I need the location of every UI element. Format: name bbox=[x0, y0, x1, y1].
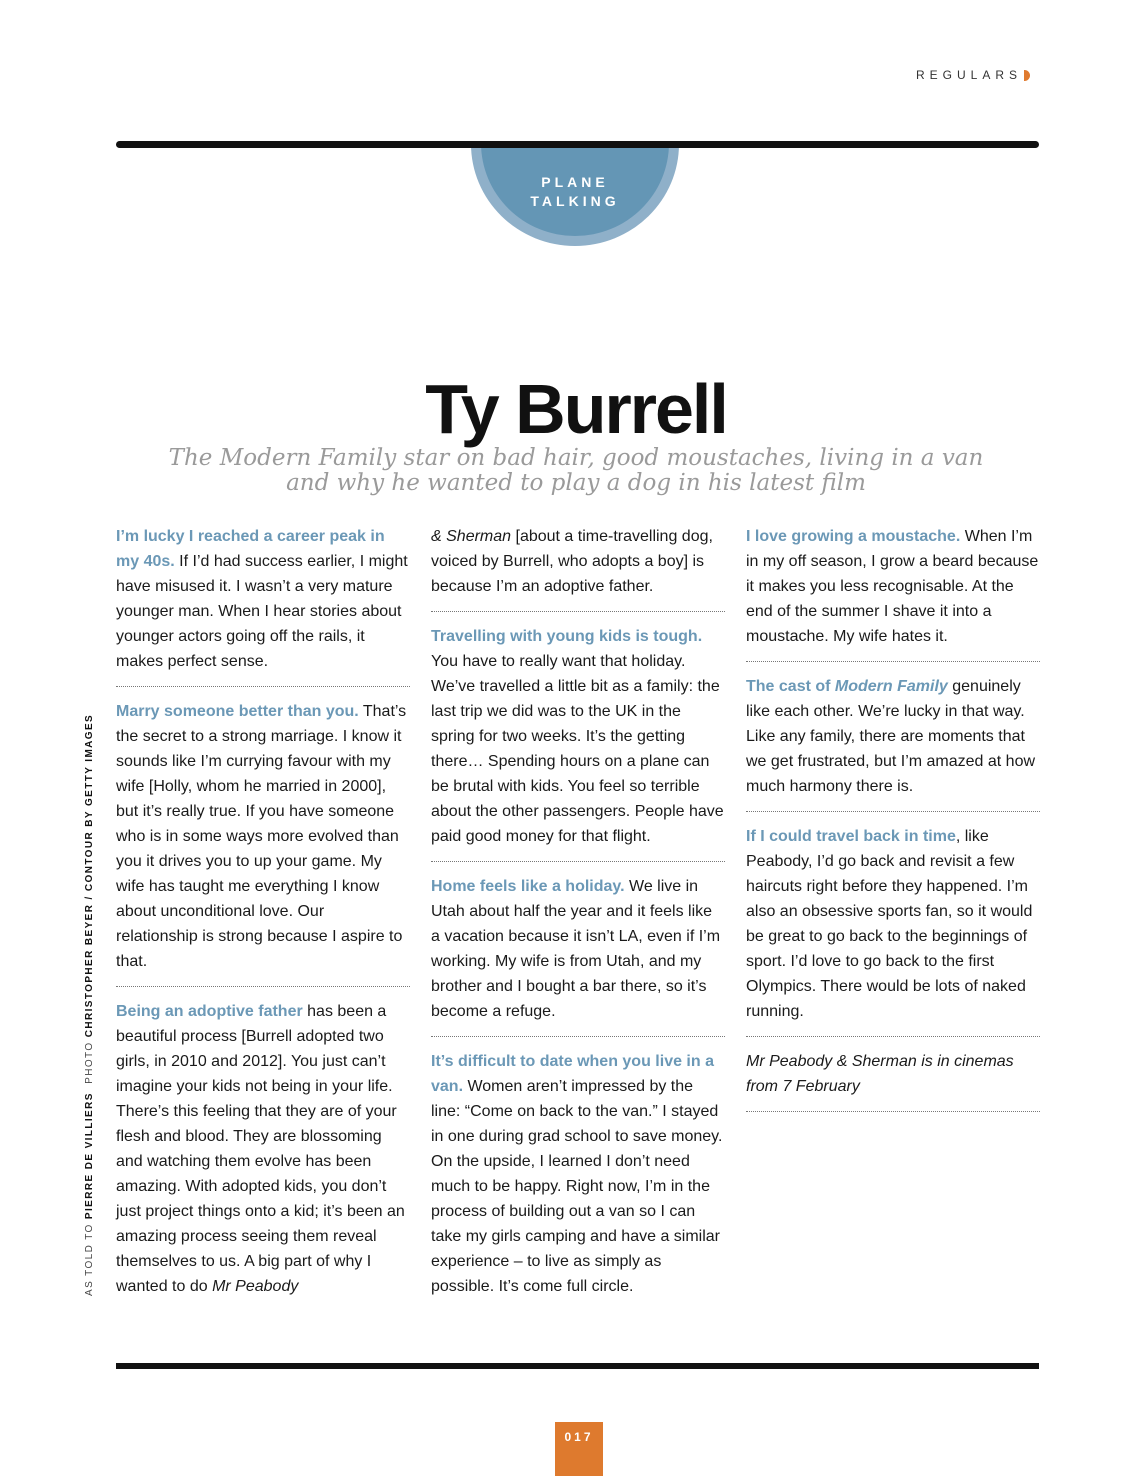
section-label bbox=[916, 68, 1030, 82]
show-title: Modern Family bbox=[834, 678, 948, 695]
dotted-divider bbox=[116, 686, 410, 687]
paragraph-lead: I love growing a moustache. bbox=[746, 528, 961, 545]
article-column-3 bbox=[746, 524, 1040, 1124]
paragraph-adoptive-father-cont bbox=[431, 524, 725, 599]
paragraph-text: That’s the secret to a strong marriage. I know it sounds like I’m currying favour with my wife [Holly, whom he married in 2000], but it’s really true. If you have someone who is in some ways more evolved than you it drives you to up your game. My wife has taught me everything I know about unconditional love. Our relationship is strong because I aspire to that. bbox=[116, 703, 407, 970]
photo-credit bbox=[84, 714, 95, 1296]
article-title: Ty Burrell bbox=[425, 370, 727, 448]
article-column-1 bbox=[116, 524, 410, 1299]
paragraph-text: [about a time-travelling dog, voiced by Burrell, who adopts a boy] is because I’m an adoptive father. bbox=[431, 528, 713, 595]
section-marker-icon bbox=[1024, 70, 1030, 81]
paragraph-text: If I’d had success earlier, I might have misused it. I wasn’t a very mature younger man. When I hear stories about younger actors going off the rails, it makes perfect sense. bbox=[116, 553, 408, 670]
paragraph-lead: Marry someone better than you. bbox=[116, 703, 359, 720]
paragraph-van bbox=[431, 1049, 725, 1299]
dotted-divider bbox=[746, 661, 1040, 662]
paragraph-text: When I’m in my off season, I grow a beard because it makes you less recognisable. At the end of the summer I shave it into a moustache. My wife hates it. bbox=[746, 528, 1039, 645]
section-label-text: REGULARS bbox=[915, 68, 1022, 82]
paragraph-text: We live in Utah about half the year and it feels like a vacation because it isn’t LA, even if I’m working. My wife is from Utah, and my brother and I bought a bar there, so it’s become a refuge. bbox=[431, 878, 721, 1020]
paragraph-text: genuinely like each other. We’re lucky in that way. Like any family, there are moments that we get frustrated, but I’m amazed at how much harmony there is. bbox=[746, 678, 1036, 795]
credit-photographer: CHRISTOPHER BEYER / CONTOUR BY GETTY IMAGES bbox=[84, 713, 95, 1038]
paragraph-career-peak bbox=[116, 524, 410, 674]
dotted-divider bbox=[431, 861, 725, 862]
paragraph-cast bbox=[746, 674, 1040, 799]
film-title: Mr Peabody bbox=[212, 1278, 299, 1295]
closing-note bbox=[746, 1049, 1040, 1099]
paragraph-lead: Travelling with young kids is tough. bbox=[431, 628, 703, 645]
dotted-divider bbox=[116, 986, 410, 987]
credit-writer: PIERRE DE VILLIERS bbox=[84, 1092, 95, 1220]
paragraph-travelling-kids bbox=[431, 624, 725, 849]
paragraph-time-travel bbox=[746, 824, 1040, 1024]
paragraph-adoptive-father bbox=[116, 999, 410, 1299]
paragraph-lead: Being an adoptive father bbox=[116, 1003, 303, 1020]
dotted-divider bbox=[431, 1036, 725, 1037]
dotted-divider bbox=[746, 811, 1040, 812]
paragraph-text: Women aren’t impressed by the line: “Come on back to the van.” I stayed in one during grad school to save money. On the upside, I learned I don’t need much to be happy. Right now, I’m in the process of building out a van so I can take my girls camping and have a similar experience – to live as simply as possible. It’s come full circle. bbox=[431, 1078, 723, 1295]
dotted-divider bbox=[431, 611, 725, 612]
paragraph-text: You have to really want that holiday. We’ve travelled a little bit as a family: the last trip we did was to the UK in the spring for two weeks. It’s the getting there… Spending hours on a plane can be brutal with kids. You feel so terrible about the other passengers. People have paid good money for that flight. bbox=[431, 653, 724, 845]
dotted-divider bbox=[746, 1111, 1040, 1112]
article-subtitle: The Modern Family star on bad hair, good moustaches, living in a van and why he wanted to play a dog in his latest film bbox=[168, 445, 984, 496]
page-number-box bbox=[555, 1422, 603, 1476]
credit-told-prefix: AS TOLD TO bbox=[84, 1219, 95, 1296]
paragraph-marriage bbox=[116, 699, 410, 974]
badge-line-2: TALKING bbox=[530, 193, 620, 209]
badge-line-1: PLANE bbox=[541, 174, 609, 190]
credit-photo-prefix: PHOTO bbox=[84, 1037, 95, 1093]
bottom-rule bbox=[116, 1363, 1039, 1369]
paragraph-lead: I’m lucky I reached a career peak in my 40s. bbox=[116, 528, 385, 570]
paragraph-moustache bbox=[746, 524, 1040, 649]
article-column-2 bbox=[431, 524, 725, 1299]
paragraph-text: has been a beautiful process [Burrell adopted two girls, in 2010 and 2012]. You just can’t imagine your kids not being in your life. There’s this feeling that they are of your flesh and blood. They are blossoming and watching them evolve has been amazing. With adopted kids, you don’t just project things onto a kid; it’s been an amazing process seeing them reveal themselves to us. A big part of why I wanted to do bbox=[116, 1003, 405, 1295]
paragraph-lead: If I could travel back in time bbox=[746, 828, 956, 845]
paragraph-home-holiday bbox=[431, 874, 725, 1024]
closing-note-text: Mr Peabody & Sherman is in cinemas from 7 February bbox=[746, 1053, 1014, 1095]
paragraph-text: , like Peabody, I’d go back and revisit a few haircuts right before they happened. I’m also an obsessive sports fan, so it would be great to go back to the beginnings of sport. I’d love to go back to the first Olympics. There would be lots of naked running. bbox=[746, 828, 1033, 1020]
paragraph-lead: The cast of bbox=[746, 678, 835, 695]
badge-top-mask bbox=[440, 30, 710, 142]
top-rule bbox=[116, 141, 1039, 148]
paragraph-lead: Home feels like a holiday. bbox=[431, 878, 625, 895]
page-number: 017 bbox=[564, 1430, 594, 1444]
column-badge bbox=[471, 173, 679, 211]
dotted-divider bbox=[746, 1036, 1040, 1037]
paragraph-lead: It’s difficult to date when you live in a van. bbox=[431, 1053, 714, 1095]
film-title: & Sherman bbox=[431, 528, 512, 545]
